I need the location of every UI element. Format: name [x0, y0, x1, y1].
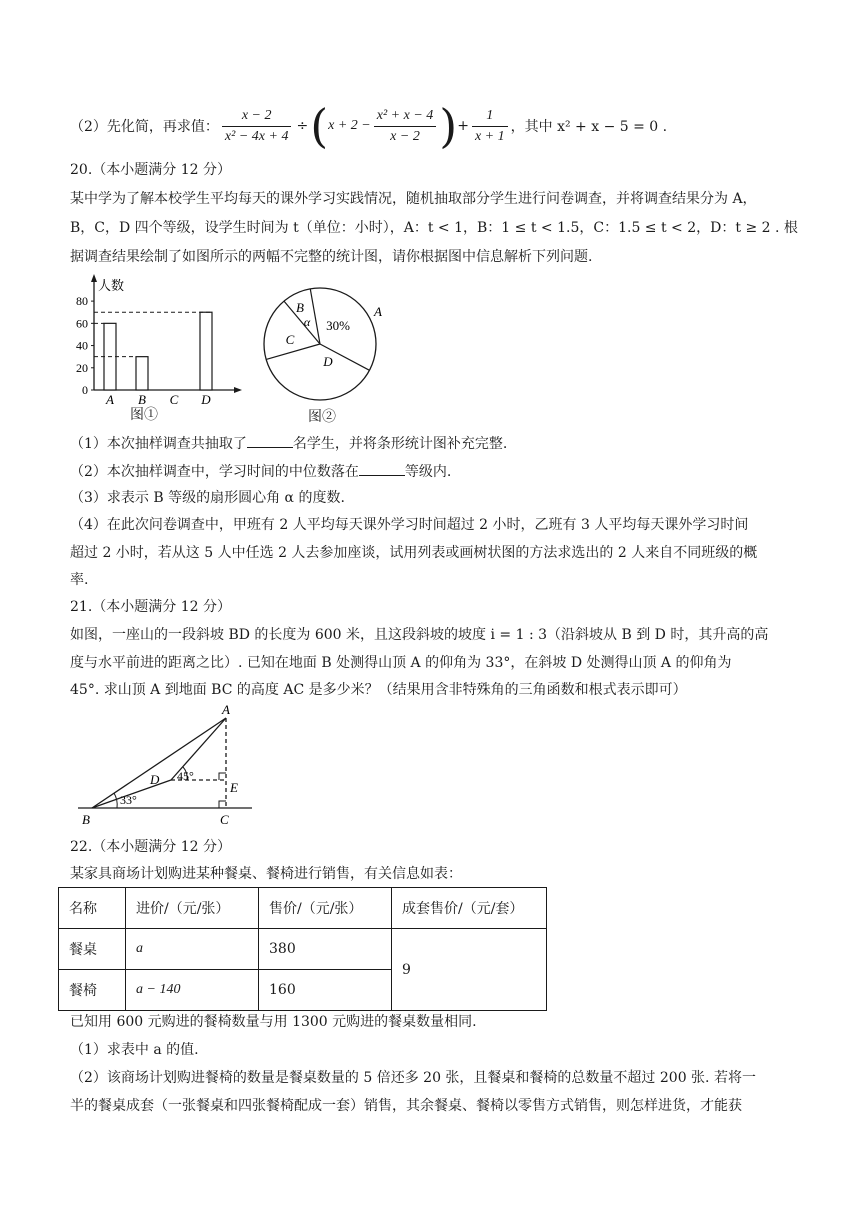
y-tick-label: 60 [76, 316, 88, 331]
table-cell: 餐桌 [59, 929, 126, 970]
table-cell: 160 [259, 970, 392, 1011]
x-tick-label-a: A [106, 392, 114, 407]
x-tick-label-c: C [169, 392, 179, 407]
q19-label: （2）先化简，再求值： [70, 119, 219, 135]
price-table [58, 887, 547, 1011]
pie-label-a: A [374, 304, 382, 319]
y-axis-arrow [91, 274, 97, 282]
y-axis-label: 人数 [98, 278, 125, 293]
q22-title: 22.（本小题满分 12 分） [70, 839, 231, 855]
table-header-row [59, 888, 547, 929]
x-axis-arrow [234, 387, 242, 393]
q20-sub4-l2: 超过 2 小时，若从这 5 人中任选 2 人去参加座谈，试用列表或画树状图的方法求选出的 2 人来自不同班级的概 [70, 545, 758, 561]
q20-sub1: （1）本次抽样调查共抽取了 名学生，并将条形统计图补充完整. [70, 433, 507, 454]
answer-blank-2[interactable] [359, 461, 405, 476]
right-angle-E [219, 773, 226, 780]
label-C: C [220, 812, 229, 827]
q22-sub2-l1: （2）该商场计划购进餐椅的数量是餐桌数量的 5 倍还多 20 张，且餐桌和餐椅的总数量不超过 200 张. 若将一 [70, 1070, 756, 1086]
label-D: D [150, 772, 160, 787]
slope-diagram [70, 700, 270, 830]
bar-chart [68, 270, 248, 428]
line-BA [92, 718, 226, 808]
q22-sub2-l2: 半的餐桌成套（一张餐桌和四张餐椅配成一套）销售，其余餐桌、餐椅以零售方式销售，则怎样进货，才能获 [70, 1098, 742, 1114]
table-cell: a − 140 [126, 970, 259, 1011]
q20-sub4-l3: 率. [70, 572, 89, 588]
label-33deg: 33° [120, 793, 137, 807]
label-E: E [230, 780, 238, 795]
q20-sub2: （2）本次抽样调查中，学习时间的中位数落在 等级内. [70, 461, 451, 482]
table-cell: a [126, 929, 259, 970]
divide-sign: ÷ [296, 118, 309, 134]
label-A: A [222, 702, 230, 717]
y-tick-label: 40 [76, 338, 88, 353]
pie-percent-a: 30% [326, 318, 350, 333]
label-45deg: 45° [177, 769, 194, 783]
set-price-cell: 9 [392, 929, 547, 1011]
plus-sign: + [457, 118, 469, 134]
header-cell: 进价/（元/张） [126, 888, 259, 929]
q21-line2: 度与水平前进的距离之比）. 已知在地面 B 处测得山顶 A 的仰角为 33°，在斜坡 D 处测得山顶 A 的仰角为 [70, 655, 732, 671]
pie-chart [258, 282, 382, 406]
table-cell: 380 [259, 929, 392, 970]
answer-blank-1[interactable] [247, 433, 293, 448]
q20-line1: 某中学为了解本校学生平均每天的课外学习实践情况，随机抽取部分学生进行问卷调查，并将调查结果分为 A， [70, 191, 757, 207]
right-paren: ) [439, 99, 458, 153]
label-B: B [82, 812, 90, 827]
fraction-2: $\frac{\text{x² + x − 4}}{x - 2}$ [374, 108, 437, 145]
right-angle-C [219, 801, 226, 808]
q19-condition: ，其中 x² + x − 5 = 0 . [510, 119, 668, 135]
q20-title: 20.（本小题满分 12 分） [70, 162, 231, 178]
q20-line3: 据调查结果绘制了如图所示的两幅不完整的统计图，请你根据图中信息解析下列问题. [70, 249, 593, 265]
q19-expression [70, 100, 667, 152]
pie-label-d: D [323, 354, 333, 369]
bar-d [200, 312, 212, 390]
q21-title: 21.（本小题满分 12 分） [70, 599, 231, 615]
header-cell: 成套售价/（元/套） [392, 888, 547, 929]
q20-sub3: （3）求表示 B 等级的扇形圆心角 α 的度数. [70, 490, 345, 506]
table-cell: 餐椅 [59, 970, 126, 1011]
q20-sub4-l1: （4）在此次问卷调查中，甲班有 2 人平均每天课外学习时间超过 2 小时，乙班有 3 人平均每天课外学习时间 [70, 517, 749, 533]
fig1-caption: 图① [130, 407, 158, 423]
fraction-3: $\frac{1}{x + 1}$ [472, 108, 508, 145]
q21-line3: 45°. 求山顶 A 到地面 BC 的高度 AC 是多少米？（结果用含非特殊角的三角函数和根式表示即可） [70, 682, 687, 698]
q22-note: 已知用 600 元购进的餐椅数量与用 1300 元购进的餐桌数量相同. [70, 1014, 477, 1030]
y-tick-label: 20 [76, 360, 88, 375]
q22-intro: 某家具商场计划购进某种餐桌、餐椅进行销售，有关信息如表： [70, 866, 462, 882]
x-tick-label-d: D [201, 392, 211, 407]
y-tick-label: 0 [82, 383, 88, 397]
x-tick-label-b: B [138, 392, 146, 407]
bar-b [136, 357, 148, 390]
header-cell: 售价/（元/张） [259, 888, 392, 929]
pie-label-c: C [285, 332, 295, 347]
q22-sub1: （1）求表中 a 的值. [70, 1042, 199, 1058]
fraction-1: $\frac{x - 2}{\text{x² − 4x + 4}}$ [222, 108, 292, 145]
y-tick-label: 80 [76, 294, 88, 309]
table-row [59, 929, 547, 970]
header-cell: 名称 [59, 888, 126, 929]
q20-line2: B，C，D 四个等级，设学生时间为 t（单位：小时），A：t < 1，B：1 ≤ t < 1.5，C：1.5 ≤ t < 2，D：t ≥ 2 . 根 [70, 220, 798, 236]
pie-label-b: B [296, 300, 304, 315]
left-paren: ( [310, 99, 329, 153]
fig2-caption: 图② [308, 409, 336, 425]
inner-left: x + 2 − [328, 118, 371, 133]
pie-alpha-label: α [303, 315, 311, 329]
q21-line1: 如图，一座山的一段斜坡 BD 的长度为 600 米，且这段斜坡的坡度 i = 1 : 3（沿斜坡从 B 到 D 时，其升高的高 [70, 627, 769, 643]
